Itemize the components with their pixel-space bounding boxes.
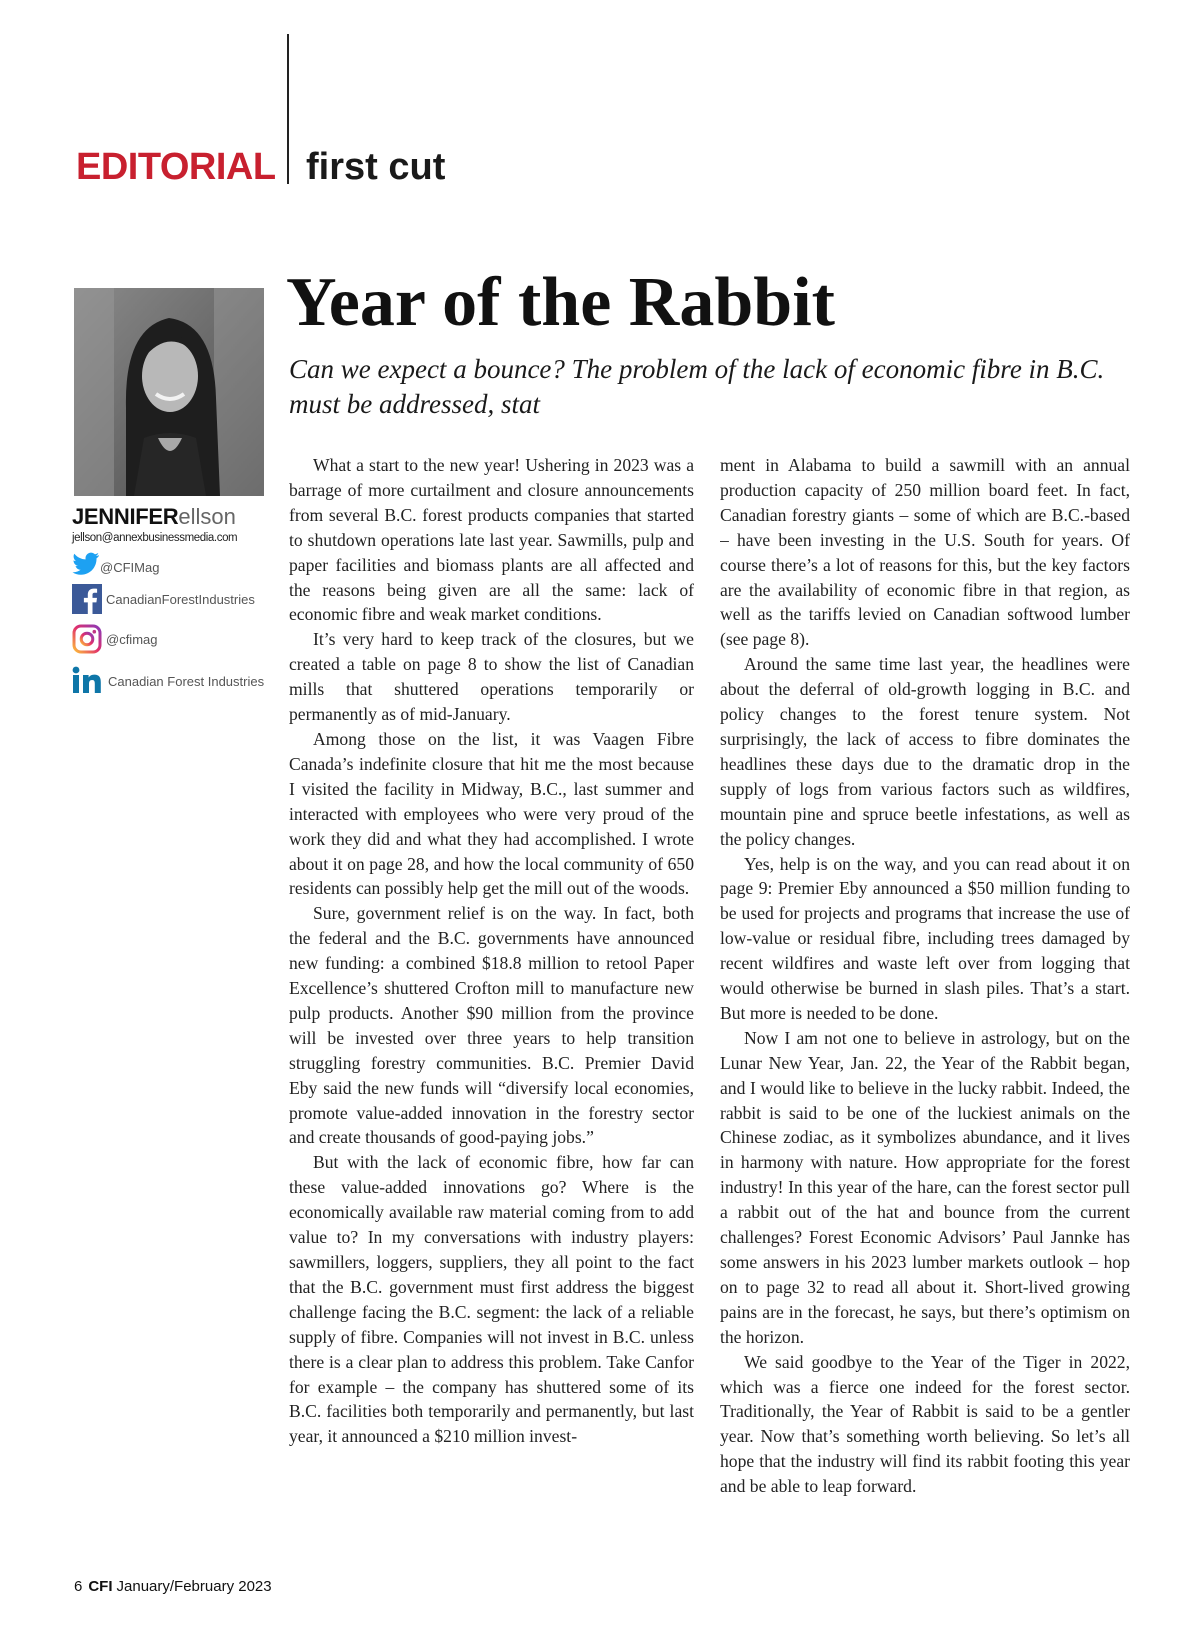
linkedin-handle: Canadian Forest Industries [108,674,265,689]
author-email[interactable]: jellson@annexbusinessmedia.com [72,532,238,544]
article-paragraph: Among those on the list, it was Vaagen Fibre Canada’s indefinite closure that hit me the most because I visited the facility in Midway, B.C., last summer and interacted with employees who were very proud of the work they did and what they had accomplished. I wrote about it on page 28, and how the local community of 650 residents can possibly help get the mill out of the woods. [289,728,694,899]
article-paragraph: ment in Alabama to build a sawmill with an annual production capacity of 250 million board feet. In fact, Canadian forestry giants – some of which are B.C.-based – have been investing in the U.S. South for years. Of course there’s a lot of reasons for this, but the key factors are the availability of economic fibre in that region, as well as the tariffs levied on Canadian softwood lumber (see page 8). [720,455,1130,650]
article-deck: Can we expect a bounce? The problem of the lack of economic fibre in B.C. must be addressed, stat [289,354,1105,419]
linkedin-icon [72,666,102,699]
article-column-right [720,453,1130,1528]
facebook-handle: CanadianForestIndustries [106,592,255,607]
article-paragraph: Sure, government relief is on the way. In fact, both the federal and the B.C. governments have announced new funding: a combined $18.8 million to retool Paper Excellence’s shuttered Crofton mill to manufacture new pulp products. Another $90 million from the province will be invested over three years to help transition struggling forestry communities. B.C. Premier David Eby said the new funds will “diversify local economies, promote value-added innovation in the forestry sector and create thousands of good-paying jobs.” [289,903,694,1148]
section-sublabel: first cut [306,146,446,188]
author-name [72,506,236,528]
twitter-icon [72,552,100,581]
section-label: EDITORIAL [76,146,276,188]
article-paragraph: Around the same time last year, the headlines were about the deferral of old-growth logging in B.C. and policy changes to the forest tenure system. Not surprisingly, the lack of access to fibre dominates the headlines these days due to the dramatic drop in the supply of logs from various factors such as wildfires, mountain pine and spruce beetle infestations, as well as the policy changes. [720,654,1130,849]
author-last-name: ellson [178,504,236,529]
magazine-name: CFI [88,1578,113,1595]
article-column-left [289,453,694,1528]
instagram-handle: @cfimag [106,632,158,647]
instagram-icon [72,624,102,659]
author-first-name: JENNIFER [72,504,179,529]
page-number: 6 [74,1578,83,1595]
facebook-icon [72,584,102,619]
article-paragraph: Yes, help is on the way, and you can read about it on page 9: Premier Eby announced a $50 million funding to be used for projects and programs that increase the use of low-value or residual fibre, including trees damaged by recent wildfires and waste left over from logging that would otherwise be burned in slash piles. That’s a start. But more is needed to be done. [720,853,1130,1023]
article-paragraph: We said goodbye to the Year of the Tiger in 2022, which was a fierce one indeed for the forest sector. Traditionally, the Year of Rabbit is said to be a gentler year. Now that’s something worth believing. So let’s all hope that the industry will find its rabbit footing this year and be able to leap forward. [720,1351,1130,1497]
issue-date: January/February 2023 [116,1578,272,1595]
author-photo [74,288,264,496]
article-paragraph: But with the lack of economic fibre, how far can these value-added innovations go? Where is the economically available raw material coming from to add value to? In my conversations with industry players: sawmillers, loggers, suppliers, they all point to the fact that the B.C. government must first address the biggest challenge facing the B.C. segment: the lack of a reliable supply of fibre. Companies will not invest in B.C. unless there is a clear plan to address this problem. Take Canfor for example – the company has shuttered some of its B.C. facilities both temporarily and permanently, but last year, it announced a $210 million invest- [289,1152,694,1447]
article-title: Year of the Rabbit [286,264,835,341]
article-paragraph: It’s very hard to keep track of the closures, but we created a table on page 8 to show the list of Canadian mills that shuttered operations temporarily or permanently as of mid-January. [289,629,694,725]
header-divider [287,34,289,184]
article-paragraph: What a start to the new year! Ushering in 2023 was a barrage of more curtailment and closure announcements from several B.C. forest products companies that started to shutdown operations late last year. Sawmills, pulp and paper facilities and biomass plants are all affected and the reasons being given are all the same: lack of economic fibre and weak market conditions. [289,455,694,625]
twitter-handle: @CFIMag [100,560,160,575]
article-paragraph: Now I am not one to believe in astrology, but on the Lunar New Year, Jan. 22, the Year of the Rabbit began, and I would like to believe in the lucky rabbit. Indeed, the rabbit is said to be one of the luckiest animals on the Chinese zodiac, as it symbolizes abundance, and it lives in harmony with nature. How appropriate for the forest industry! In this year of the hare, can the forest sector pull a rabbit out of the hat and bounce from the current challenges? Forest Economic Advisors’ Paul Jannke has some answers in his 2023 lumber markets outlook – hop on to page 32 to read all about it. Short-lived growing pains are in the forecast, he says, but there’s optimism on the horizon. [720,1027,1130,1347]
page-footer [74,1578,272,1595]
